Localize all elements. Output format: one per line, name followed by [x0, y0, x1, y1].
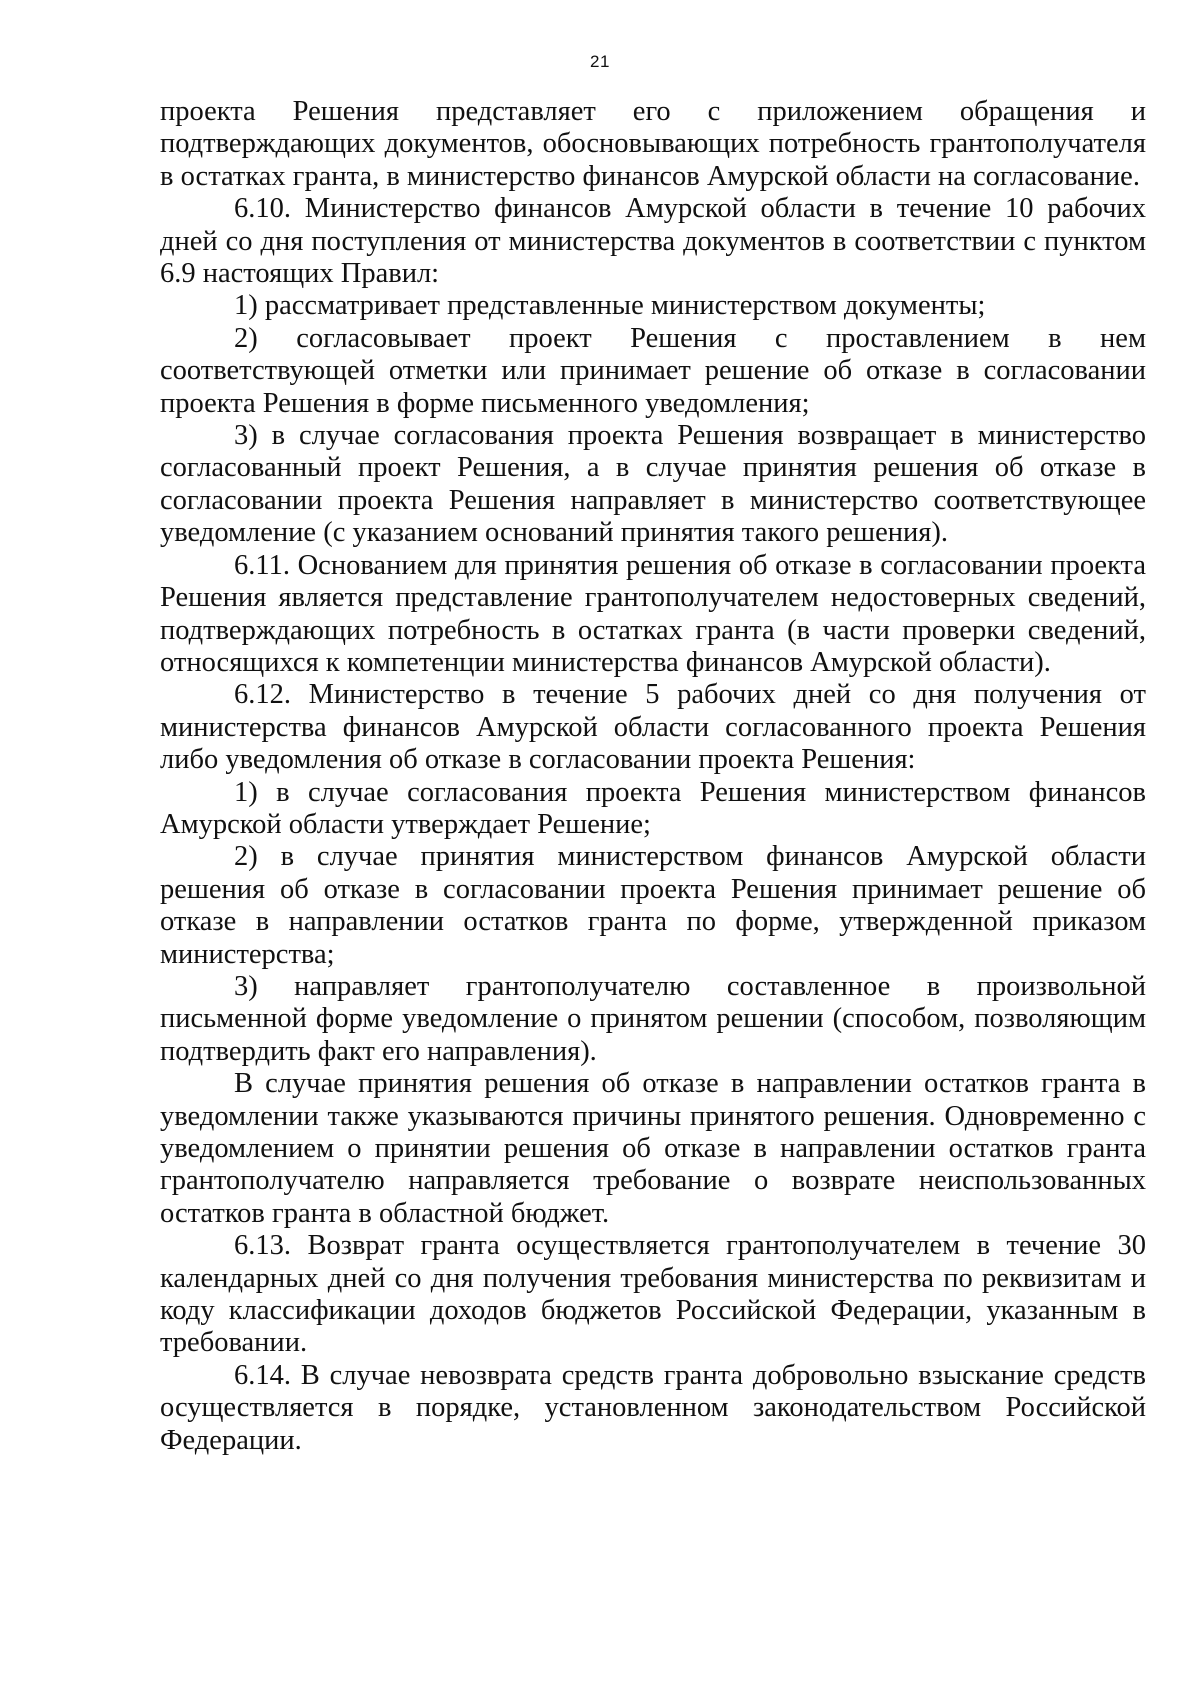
paragraph-continuation: проекта Решения представляет его с приложением обращения и подтверждающих документов, обосновывающих потребность грантополучателя в остатках гранта, в министерство финансов Амурской области на согласование.: [160, 96, 1146, 192]
paragraph-6-10: 6.10. Министерство финансов Амурской области в течение 10 рабочих дней со дня поступления от министерства документов в соответствии с пунктом 6.9 настоящих Правил:: [160, 193, 1146, 290]
paragraph-6-10-item-3: 3) в случае согласования проекта Решения возвращает в министерство согласованный проект Решения, а в случае принятия решения об отказе в согласовании проекта Решения направляет в министерство соответствующее уведомление (с указанием оснований принятия такого решения).: [160, 420, 1146, 549]
paragraph-6-10-item-1: 1) рассматривает представленные министерством документы;: [234, 290, 986, 322]
paragraph-refusal-notice: В случае принятия решения об отказе в направлении остатков гранта в уведомлении также указываются причины принятого решения. Одновременно с уведомлением о принятии решения об отказе в направлении остатков гранта грантополучателю направляется требование о возврате неиспользованных остатков гранта в областной бюджет.: [160, 1068, 1146, 1229]
paragraph-6-13: 6.13. Возврат гранта осуществляется грантополучателем в течение 30 календарных дней со дня получения требования министерства по реквизитам и коду классификации доходов бюджетов Российской Федерации, указанным в требовании.: [160, 1230, 1146, 1359]
paragraph-6-11: 6.11. Основанием для принятия решения об отказе в согласовании проекта Решения является представление грантополучателем недостоверных сведений, подтверждающих потребность в остатках гранта (в части проверки сведений, относящихся к компетенции министерства финансов Амурской области).: [160, 549, 1146, 678]
paragraph-6-14: 6.14. В случае невозврата средств гранта добровольно взыскание средств осуществляется в порядке, установленном законодательством Российской Федерации.: [160, 1359, 1146, 1456]
paragraph-6-12-item-1: 1) в случае согласования проекта Решения министерством финансов Амурской области утверждает Решение;: [160, 776, 1146, 840]
paragraph-6-12: 6.12. Министерство в течение 5 рабочих дней со дня получения от министерства финансов Амурской области согласованного проекта Решения либо уведомления об отказе в согласовании проекта Решения:: [160, 679, 1146, 776]
paragraph-6-12-item-3: 3) направляет грантополучателю составленное в произвольной письменной форме уведомление о принятом решении (способом, позволяющим подтвердить факт его направления).: [160, 970, 1146, 1067]
document-body: [160, 96, 1146, 1457]
paragraph-6-10-item-2: 2) согласовывает проект Решения с проставлением в нем соответствующей отметки или принимает решение об отказе в согласовании проекта Решения в форме письменного уведомления;: [160, 322, 1146, 419]
paragraph-6-12-item-2: 2) в случае принятия министерством финансов Амурской области решения об отказе в согласовании проекта Решения принимает решение об отказе в направлении остатков гранта по форме, утвержденной приказом министерства;: [160, 841, 1146, 970]
page-number: 21: [590, 52, 610, 71]
